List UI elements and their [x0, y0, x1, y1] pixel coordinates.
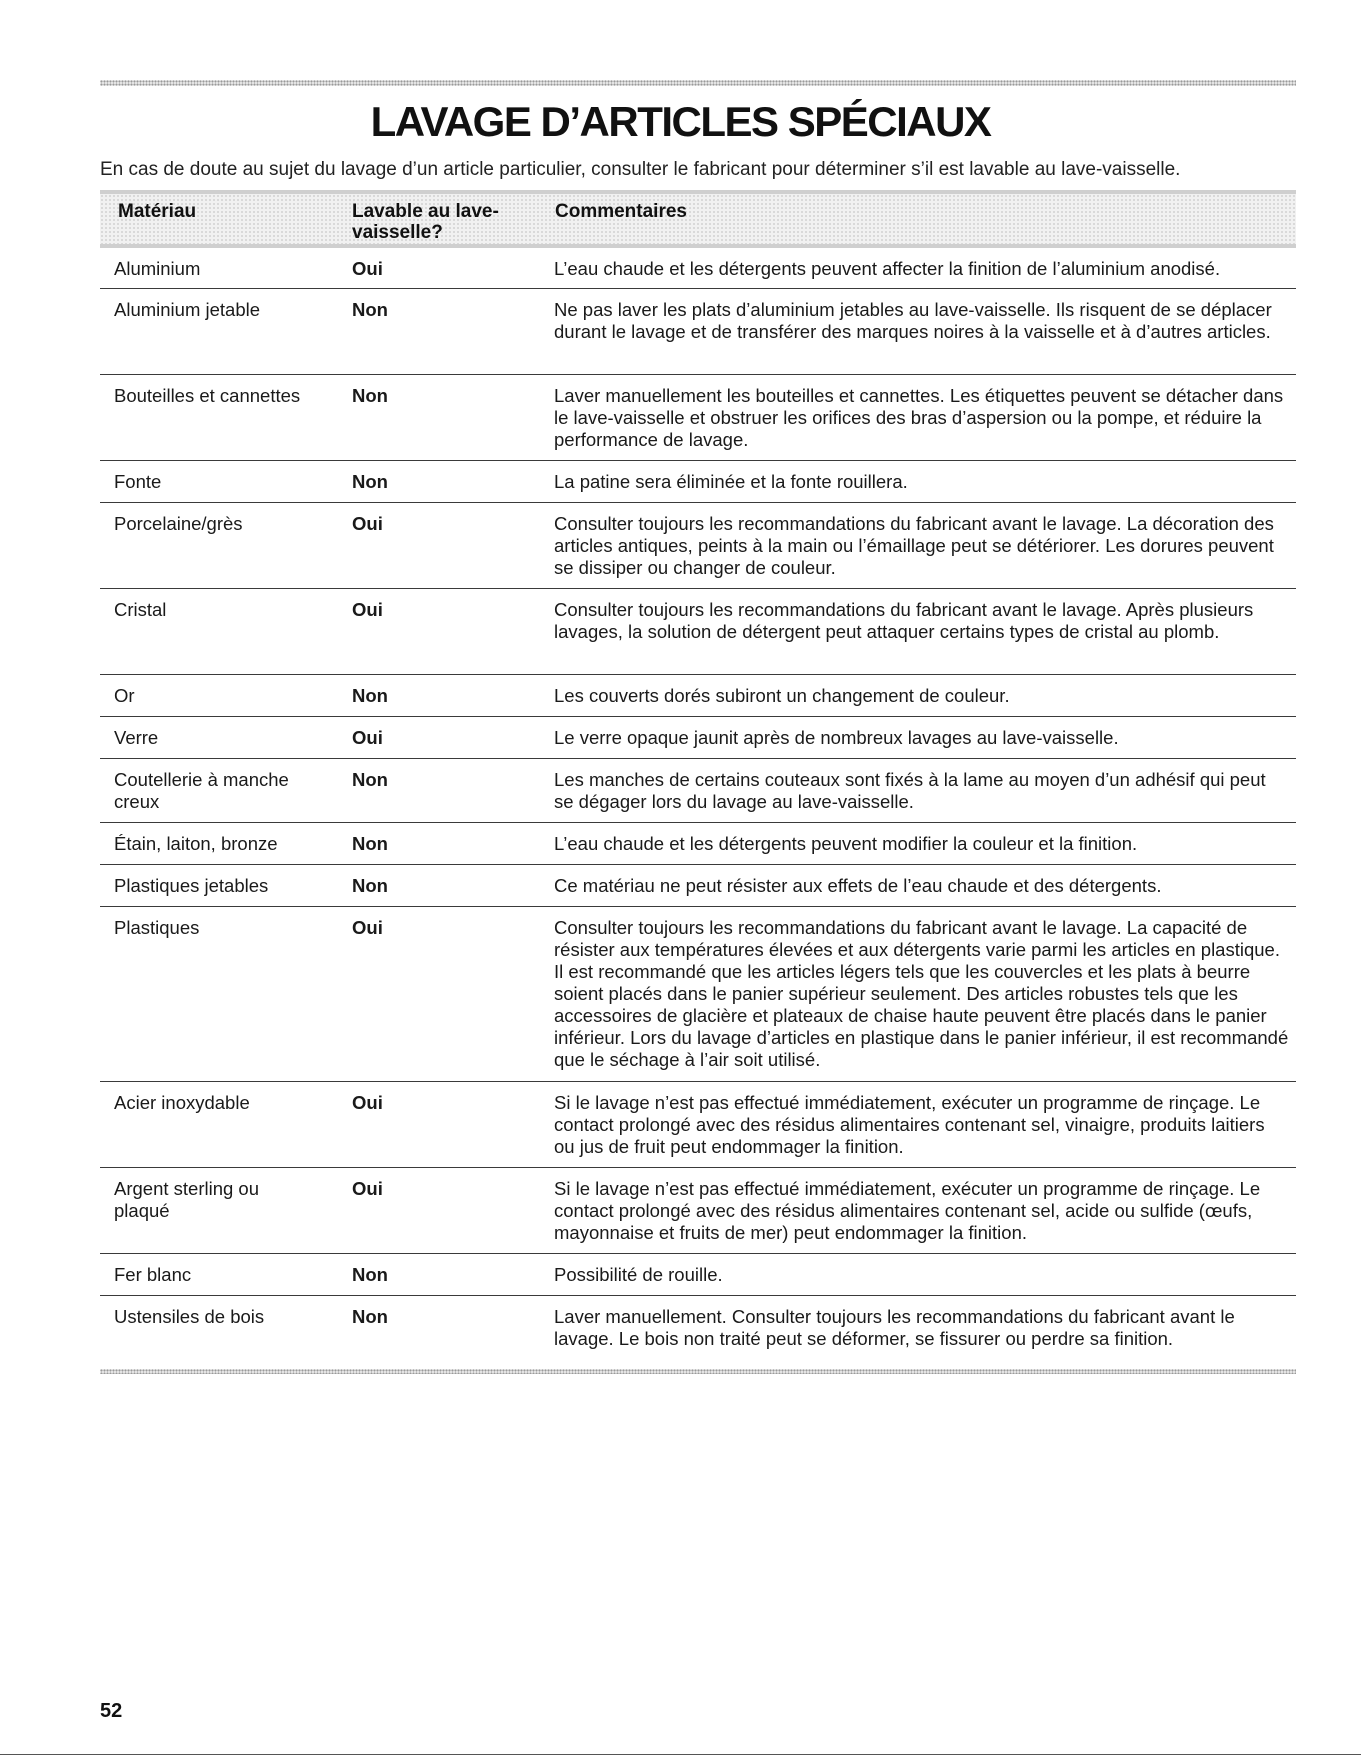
- row-material: Fer blanc: [114, 1264, 192, 1285]
- row-washable: Non: [352, 875, 388, 896]
- row-washable: Non: [352, 385, 388, 406]
- row-comment: Consulter toujours les recommandations du fabricant avant le lavage. La décoration des articles antiques, peints à la main ou l’émaillage peut se détériorer. Les dorures peuvent se dissiper ou changer de couleur.: [554, 513, 1274, 578]
- table-row: [100, 461, 1296, 503]
- row-comment: La patine sera éliminée et la fonte rouillera.: [554, 471, 908, 492]
- row-material: Aluminium jetable: [114, 299, 261, 320]
- page-number: 52: [100, 1700, 123, 1722]
- row-washable: Non: [352, 1264, 388, 1285]
- row-material: Ustensiles de bois: [114, 1306, 265, 1327]
- row-comment: Ce matériau ne peut résister aux effets de l’eau chaude et des détergents.: [554, 875, 1162, 896]
- row-washable: Non: [352, 1306, 388, 1327]
- table-row: [100, 823, 1296, 865]
- row-comment: Le verre opaque jaunit après de nombreux lavages au lave-vaisselle.: [554, 727, 1119, 748]
- row-material: Porcelaine/grès: [114, 513, 243, 534]
- table-row: [100, 1082, 1296, 1168]
- row-washable: Oui: [352, 1092, 383, 1113]
- row-material: Aluminium: [114, 258, 201, 279]
- row-washable: Oui: [352, 1178, 383, 1199]
- row-material: Étain, laiton, bronze: [114, 833, 278, 854]
- row-comment: Consulter toujours les recommandations du fabricant avant le lavage. La capacité de résister aux températures élevées et aux détergents varie parmi les articles en plastique. Il est recommandé que les articles légers tels que les couvercles et les plats à beurre soient placés dans le panier supérieur seulement. Des articles robustes tels que les accessoires de glacière et plateaux de chaise haute peuvent être placés dans le panier inférieur. Lors du lavage d’articles en plastique dans le panier inférieur, il est recommandé que le séchage à l’air soit utilisé.: [554, 917, 1289, 1070]
- table-row: [100, 759, 1296, 823]
- row-comment: Les couverts dorés subiront un changement de couleur.: [554, 685, 1010, 706]
- page-title: LAVAGE D’ARTICLES SPÉCIAUX: [370, 98, 991, 145]
- row-comment: Si le lavage n’est pas effectué immédiatement, exécuter un programme de rinçage. Le contact prolongé avec des résidus alimentaires contenant sel, vinaigre, produits laitiers ou jus de fruit peut endommager la finition.: [554, 1092, 1265, 1157]
- header-material: Matériau: [118, 201, 197, 222]
- row-comment: Si le lavage n’est pas effectué immédiatement, exécuter un programme de rinçage. Le contact prolongé avec des résidus alimentaires contenant sel, acide ou sulfide (œufs, mayonnaise et fruits de mer) peut endommager la finition.: [554, 1178, 1261, 1243]
- row-washable: Non: [352, 769, 388, 790]
- row-washable: Oui: [352, 258, 383, 279]
- row-material: Plastiques: [114, 917, 200, 938]
- table-row: [100, 907, 1296, 1082]
- row-material: Cristal: [114, 599, 167, 620]
- row-comment: Les manches de certains couteaux sont fixés à la lame au moyen d’un adhésif qui peut se dégager lors du lavage au lave-vaisselle.: [554, 769, 1266, 812]
- row-material: Fonte: [114, 471, 162, 492]
- row-material: Coutellerie à manche creux: [114, 769, 289, 812]
- row-comment: Ne pas laver les plats d’aluminium jetables au lave-vaisselle. Ils risquent de se déplacer durant le lavage et de transférer des marques noires à la vaisselle et à d’autres articles.: [554, 299, 1272, 342]
- table-header: [100, 190, 1296, 248]
- row-comment: Laver manuellement. Consulter toujours les recommandations du fabricant avant le lavage. Le bois non traité peut se déformer, se fissurer ou perdre sa finition.: [554, 1306, 1235, 1349]
- table-row: [100, 589, 1296, 675]
- row-material: Argent sterling ou plaqué: [114, 1178, 260, 1221]
- top-dotted-band: [100, 80, 1296, 86]
- row-washable: Oui: [352, 599, 383, 620]
- bottom-rule: [0, 1754, 1361, 1755]
- special-items-table: [100, 190, 1296, 1360]
- table-row: [100, 1254, 1296, 1296]
- table-row: [100, 675, 1296, 717]
- table-row: [100, 248, 1296, 289]
- row-washable: Non: [352, 299, 388, 320]
- row-washable: Non: [352, 471, 388, 492]
- table-row: [100, 503, 1296, 589]
- row-comment: Possibilité de rouille.: [554, 1264, 723, 1285]
- row-material: Or: [114, 685, 135, 706]
- row-material: Verre: [114, 727, 159, 748]
- row-material: Acier inoxydable: [114, 1092, 250, 1113]
- header-washable: Lavable au lave-vaisselle?: [352, 201, 499, 243]
- table-row: [100, 865, 1296, 907]
- row-material: Plastiques jetables: [114, 875, 269, 896]
- table-row: [100, 375, 1296, 461]
- row-comment: Consulter toujours les recommandations du fabricant avant le lavage. Après plusieurs lavages, la solution de détergent peut attaquer certains types de cristal au plomb.: [554, 599, 1254, 642]
- row-comment: L’eau chaude et les détergents peuvent modifier la couleur et la finition.: [554, 833, 1138, 854]
- table-row: [100, 717, 1296, 759]
- row-washable: Oui: [352, 727, 383, 748]
- row-comment: L’eau chaude et les détergents peuvent affecter la finition de l’aluminium anodisé.: [554, 258, 1221, 279]
- bottom-dotted-band: [100, 1369, 1296, 1374]
- row-washable: Non: [352, 685, 388, 706]
- table-row: [100, 1296, 1296, 1360]
- intro-text: En cas de doute au sujet du lavage d’un article particulier, consulter le fabricant pour déterminer s’il est lavable au lave-vaisselle.: [100, 159, 1181, 180]
- row-material: Bouteilles et cannettes: [114, 385, 301, 406]
- table-row: [100, 289, 1296, 375]
- row-washable: Non: [352, 833, 388, 854]
- row-washable: Oui: [352, 513, 383, 534]
- table-row: [100, 1168, 1296, 1254]
- row-comment: Laver manuellement les bouteilles et cannettes. Les étiquettes peuvent se détacher dans le lave-vaisselle et obstruer les orifices des bras d’aspersion ou la pompe, et réduire la performance de lavage.: [554, 385, 1284, 450]
- header-comments: Commentaires: [555, 201, 687, 222]
- row-washable: Oui: [352, 917, 383, 938]
